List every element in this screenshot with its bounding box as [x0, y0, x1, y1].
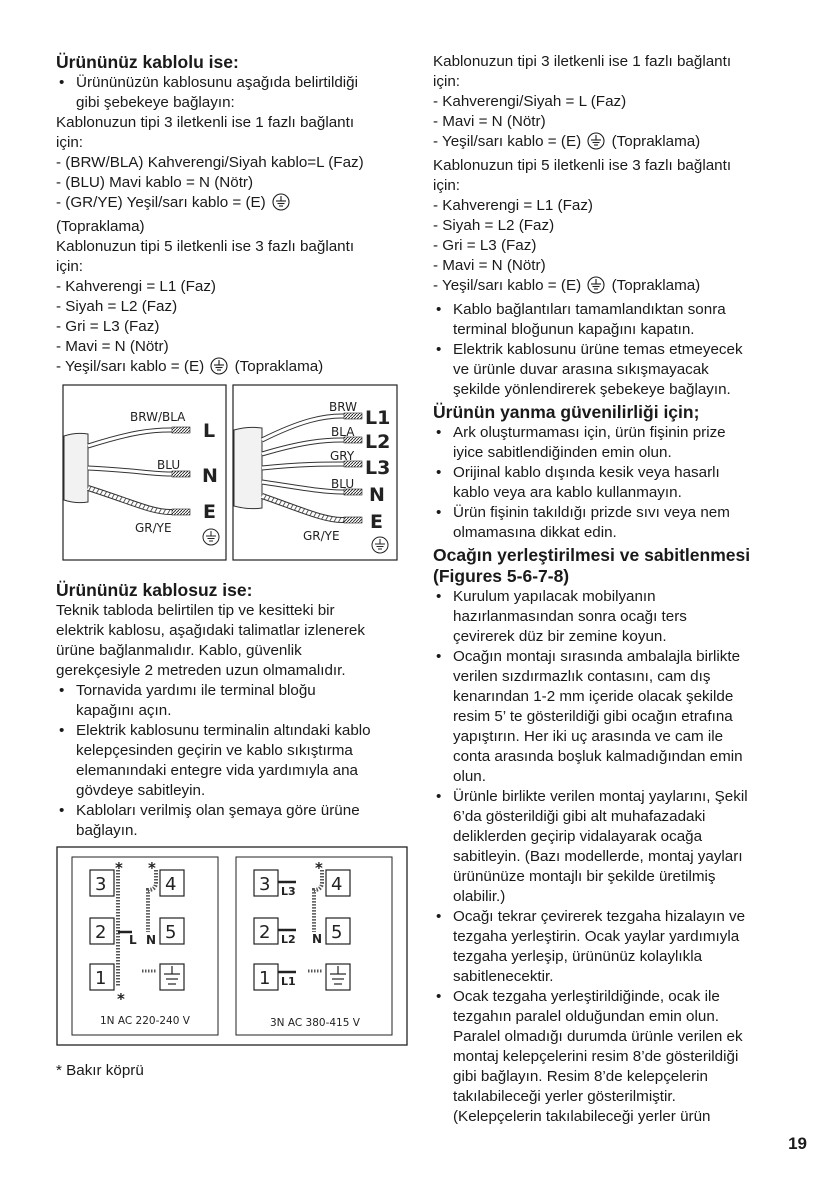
heading-wired: Ürününüz kablolu ise:: [56, 52, 239, 72]
bullet-route-cable: • Elektrik kablosunu ürüne temas etmeyecek ve ürünle duvar arasına sıkışmayacak şekilde yönlendirerek şebekeye bağlayın.: [433, 340, 783, 400]
heading-safety: Ürünün yanma güvenilirliği için;: [433, 402, 700, 422]
right-column: Kablonuzun tipi 3 iletkenli ise 1 fazlı bağlantı için: - Kahverengi/Siyah = L (Faz) - Mavi = N (Nötr) - Yeşil/sarı kablo = (E) (Topraklama) Kablonuzun tipi 5 iletkenli ise 3 fazlı bağlantı için: - Kahverengi = L1 (Faz) - Siyah = L2 (Faz) - Gri = L3 (Faz) - Mavi = N (Nötr) - Yeşil/sarı kablo = (E) (Topraklama) • Kablo bağlantıları tamamlandıktan sonra terminal bloğunun kapağını kapatın. • Elektrik kablosunu ürüne temas etmeyecek ve ürünle duvar arasına sıkışmayacak şekilde yönlendirerek şebekeye bağlayın. Ürünün yanma güvenilirliği için; • Ark oluşturmaması için, ürün fişinin prize iyice sabitlendiğinden emin olun. • Orijinal kablo dışında kesik veya hasarlı kablo veya ara kablo kullanmayın. • Ürün fişinin takıldığı prizde sıvı veya nem olmamasına dikkat edin. Ocağın yerleştirilmesi ve sabitlenmesi (Figures 5-6-7-8) • Kurulum yapılacak mobilyanın hazırlanmasından sonra ocağı ters çevirerek düz bir zemine koyun. • Ocağın montajı sırasında ambalajla birlikte verilen sızdırmazlık contasını, cam dış kenarından 1-2 mm içeride olacak şekilde resim 5’ te gösterildiği gibi ocağın etrafına yapıştırın. Her iki uç arasında ve cam ile conta arasında boşluk kalmadığından emin olun. • Ürünle birlikte verilen montaj yaylarını, Şekil 6’da gösterildiği gibi alt muhafazadaki deliklerden geçirip vidalayarak ocağa sabitleyin. (Bazı modellerde, montaj yayları ürününüze montajlı bir şekilde üretilmiş olabilir.) • Ocağı tekrar çevirerek tezgaha hizalayın ve tezgaha yerleştirin. Ocak yaylar yardımıyla tezgaha yerleşip, ürününüz kolaylıkla sabitlenecektir. • Ocak tezgaha yerleştirildiğinde, ocak ile tezgahın paralel olduğundan emin olun. Paralel olmadığı durumda ürünle verilen ek montaj kelepçelerini resim 8’de gösterildiği gibi bağlayın. Resim 8’de kelepçelerin takılabileceği yerler gösterilmiştir. (Kelepçelerin takılabileceği yerler ürün: [433, 52, 783, 1127]
three-phase-line-1: - Kahverengi = L1 (Faz): [56, 278, 216, 295]
three-ground-line: - Yeşil/sarı kablo = (E) (Topraklama): [433, 276, 783, 300]
caption-single: 1N AC 220-240 V: [100, 1015, 190, 1027]
label-blu: BLU: [331, 477, 355, 491]
terminal-3: 3: [259, 874, 271, 895]
single-phase-intro-2: için:: [56, 134, 84, 151]
label-gr-ye: GR/YE: [135, 521, 172, 535]
three-ground-line: - Yeşil/sarı kablo = (E) (Topraklama): [56, 357, 408, 381]
bullet-install-3: • Ürünle birlikte verilen montaj yaylarını, Şekil 6’da gösterildiği gibi alt muhafazadaki deliklerden geçirip vidalayarak ocağa sabitleyin. (Bazı modellerde, montaj yayları ürününüze montajlı bir şekilde üretilmiş olabilir.): [433, 787, 783, 907]
wiring-panel-single: [63, 385, 226, 560]
terminal-figure: [56, 846, 408, 1046]
bullet-safety-2: • Orijinal kablo dışında kesik veya hasarlı kablo veya ara kablo kullanmayın.: [433, 463, 783, 503]
terminal-1: 1: [259, 968, 271, 989]
terminal-3: 3: [95, 874, 107, 895]
wiring-figure: [62, 384, 398, 562]
label-gr-ye: GR/YE: [303, 529, 340, 543]
single-phase-line-1: - (BRW/BLA) Kahverengi/Siyah kablo=L (Faz): [56, 154, 364, 171]
label-n: N: [146, 933, 157, 947]
label-brw-bla: BRW/BLA: [130, 410, 186, 424]
bullet-open-cover: • Tornavida yardımı ile terminal bloğu kapağını açın.: [56, 681, 408, 721]
bridge-star: *: [117, 990, 125, 1008]
label-gry: GRY: [330, 449, 355, 463]
bullet-install-4: • Ocağı tekrar çevirerek tezgaha hizalayın ve tezgaha yerleştirin. Ocak yaylar yardımıyla tezgaha yerleşip, ürününüz kolaylıkla sabitlenecektir.: [433, 907, 783, 987]
single-phase-intro-1: Kablonuzun tipi 3 iletkenli ise 1 fazlı bağlantı: [56, 114, 355, 131]
terminal-e: E: [203, 501, 216, 523]
three-phase-line-4: - Mavi = N (Nötr): [56, 338, 169, 355]
bullet-install-2: • Ocağın montajı sırasında ambalajla birlikte verilen sızdırmazlık contasını, cam dış kenarından 1-2 mm içeride olacak şekilde resim 5’ te gösterildiği gibi ocağın etrafına yapıştırın. Her iki uç arasında ve cam ile conta arasında boşluk kalmadığından emin olun.: [433, 647, 783, 787]
bullet-connect: • Ürününüzün kablosunu aşağıda belirtildiği gibi şebekeye bağlayın:: [56, 73, 408, 113]
ground-terminal-icon: [326, 964, 350, 990]
bullet-install-5: • Ocak tezgaha yerleştirildiğinde, ocak ile tezgahın paralel olduğundan emin olun. Paralel olmadığı durumda ürünle verilen ek montaj kelepçelerini resim 8’de gösterildiği gibi bağlayın. Resim 8’de kelepçelerin takılabileceği yerler gösterilmiştir. (Kelepçelerin takılabileceği yerler ürün: [433, 987, 783, 1127]
terminal-2: 2: [95, 922, 107, 943]
ground-icon: [210, 357, 228, 381]
bullet-safety-1: • Ark oluşturmaması için, ürün fişinin prize iyice sabitlendiğinden emin olun.: [433, 423, 783, 463]
terminal-l3: L3: [365, 457, 391, 479]
single-phase-line-2: - (BLU) Mavi kablo = N (Nötr): [56, 174, 254, 191]
label-l1: L1: [281, 975, 296, 988]
terminal-n: N: [202, 465, 218, 487]
bullet-safety-3: • Ürün fişinin takıldığı prizde sıvı veya nem olmamasına dikkat edin.: [433, 503, 783, 543]
heading-install-figures: (Figures 5-6-7-8): [433, 566, 570, 586]
bridge-star: *: [115, 859, 123, 877]
left-column: [56, 52, 408, 381]
bridge-star: *: [315, 859, 323, 877]
terminal-4: 4: [331, 874, 343, 895]
terminal-5: 5: [165, 922, 177, 943]
terminal-l2: L2: [365, 431, 391, 453]
label-l2: L2: [281, 933, 296, 946]
ground-line: - (GR/YE) Yeşil/sarı kablo = (E): [56, 193, 408, 217]
label-blu: BLU: [157, 458, 181, 472]
ground-icon: [587, 276, 605, 300]
ground-terminal-icon: [160, 964, 184, 990]
terminal-1: 1: [95, 968, 107, 989]
page-number: 19: [788, 1134, 807, 1153]
ground-icon: [587, 132, 605, 156]
terminal-n: N: [369, 484, 385, 506]
heading-install: Ocağın yerleştirilmesi ve sabitlenmesi: [433, 545, 751, 565]
left-column-lower: Ürününüz kablosuz ise: Teknik tabloda belirtilen tip ve kesitteki bir elektrik kablosu, aşağıdaki talimatlar izlenerek ürüne bağlanmalıdır. Kablo, güvenlik gerekçesiyle 2 metreden uzun olmamalıdır. • Tornavida yardımı ile terminal bloğu kapağını açın. • Elektrik kablosunu terminalin altındaki kablo kelepçesinden geçirin ve kablo sıkıştırma elemanındaki entegre vida yardımıyla ana gövdeye sabitleyin. • Kabloları verilmiş olan şemaya göre ürüne bağlayın.: [56, 580, 408, 841]
wiring-panel-three: [233, 385, 397, 560]
bullet-close-cover: • Kablo bağlantıları tamamlandıktan sonra terminal bloğunun kapağını kapatın.: [433, 300, 783, 340]
terminal-l1: L1: [365, 407, 391, 429]
ground-line-suffix: (Topraklama): [56, 218, 145, 235]
label-brw: BRW: [329, 400, 357, 414]
caption-three: 3N AC 380-415 V: [270, 1017, 360, 1029]
label-bla: BLA: [331, 425, 355, 439]
ground-line: - Yeşil/sarı kablo = (E) (Topraklama): [433, 132, 783, 156]
label-l: L: [129, 933, 137, 947]
bullet-connect-scheme: • Kabloları verilmiş olan şemaya göre ürüne bağlayın.: [56, 801, 408, 841]
bullet-install-1: • Kurulum yapılacak mobilyanın hazırlanmasından sonra ocağı ters çevirerek düz bir zemine koyun.: [433, 587, 783, 647]
heading-wireless: Ürününüz kablosuz ise:: [56, 580, 253, 600]
terminal-2: 2: [259, 922, 271, 943]
bullet-cable-clamp: • Elektrik kablosunu terminalin altındaki kablo kelepçesinden geçirin ve kablo sıkıştırma elemanındaki entegre vida yardımıyla ana gövdeye sabitleyin.: [56, 721, 408, 801]
three-phase-line-2: - Siyah = L2 (Faz): [56, 298, 178, 315]
three-phase-intro-1: Kablonuzun tipi 5 iletkenli ise 3 fazlı bağlantı: [56, 238, 355, 255]
terminal-4: 4: [165, 874, 177, 895]
bridge-star: *: [148, 859, 156, 877]
label-n: N: [312, 932, 323, 946]
terminal-5: 5: [331, 922, 343, 943]
three-phase-intro-2: için:: [56, 258, 84, 275]
three-phase-line-3: - Gri = L3 (Faz): [56, 318, 160, 335]
label-l3: L3: [281, 885, 296, 898]
ground-icon: [272, 193, 290, 217]
terminal-l: L: [203, 420, 216, 442]
terminal-e: E: [370, 511, 383, 533]
footnote-copper-bridge: * Bakır köprü: [56, 1062, 144, 1079]
